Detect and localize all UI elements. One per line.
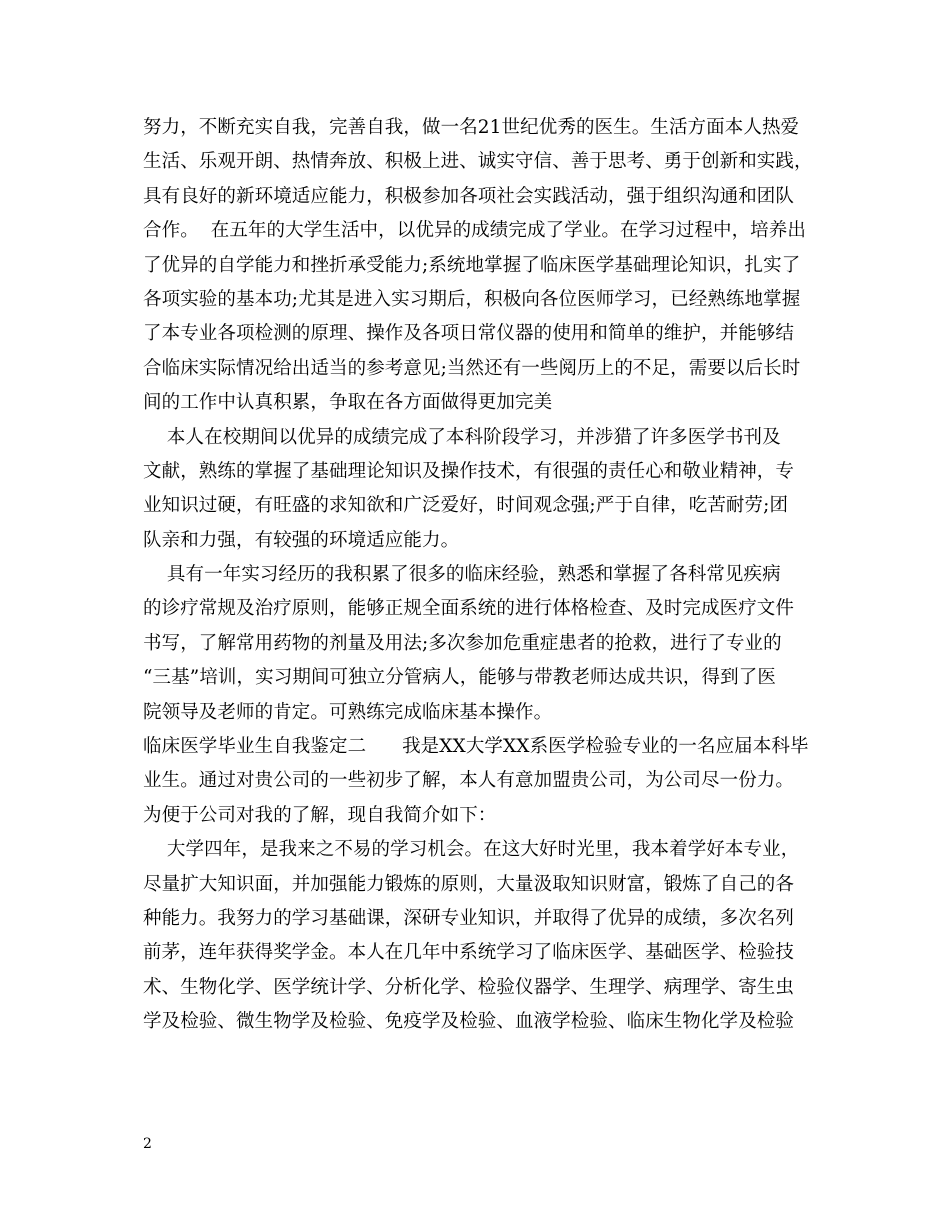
text-line: 术、生物化学、医学统计学、分析化学、检验仪器学、生理学、病理学、寄生虫 — [143, 976, 795, 998]
paragraph — [143, 558, 813, 730]
text-line: 业知识过硬，有旺盛的求知欲和广泛爱好，时间观念强;严于自律，吃苦耐劳;团 — [143, 495, 789, 517]
text-line: “三基”培训，实习期间可独立分管病人，能够与带教老师达成共识，得到了医 — [143, 667, 776, 689]
paragraph — [143, 833, 813, 1039]
text-line: 各项实验的基本功;尤其是进入实习期后，积极向各位医师学习，已经熟练地掌握 — [143, 288, 801, 310]
text-line: 业生。通过对贵公司的一些初步了解，本人有意加盟贵公司，为公司尽一份力。 — [143, 770, 795, 792]
text-line: 种能力。我努力的学习基础课，深研专业知识，并取得了优异的成绩，多次名列 — [143, 907, 795, 929]
text-line: 具有一年实习经历的我积累了很多的临床经验，熟悉和掌握了各科常见疾病 — [143, 564, 781, 586]
text-line: 了本专业各项检测的原理、操作及各项日常仪器的使用和简单的维护，并能够结 — [143, 323, 795, 345]
text-line: 本人在校期间以优异的成绩完成了本科阶段学习，并涉猎了许多医学书刊及 — [143, 426, 781, 448]
text-line: 大学四年，是我来之不易的学习机会。在这大好时光里，我本着学好本专业， — [143, 839, 800, 861]
text-line: 合作。 在五年的大学生活中，以优异的成绩完成了学业。在学习过程中，培养出 — [143, 220, 806, 242]
text-line: 间的工作中认真积累，争取在各方面做得更加完美 — [143, 392, 553, 414]
text-line: 的诊疗常规及治疗原则，能够正规全面系统的进行体格检查、及时完成医疗文件 — [143, 598, 795, 620]
text-line: 书写，了解常用药物的剂量及用法;多次参加危重症患者的抢救，进行了专业的 — [143, 632, 782, 654]
text-line: 生活、乐观开朗、热情奔放、积极上进、诚实守信、善于思考、勇于创新和实践， — [143, 151, 813, 173]
section-heading-paragraph — [143, 730, 813, 833]
text-line: 合临床实际情况给出适当的参考意见;当然还有一些阅历上的不足，需要以后长时 — [143, 357, 801, 379]
text-line: 队亲和力强，有较强的环境适应能力。 — [143, 529, 460, 551]
body-text — [143, 111, 813, 1040]
page-number: 2 — [143, 1136, 152, 1152]
text-line: 院领导及老师的肯定。可熟练完成临床基本操作。 — [143, 701, 553, 723]
text-line: 尽量扩大知识面，并加强能力锻炼的原则，大量汲取知识财富，锻炼了自己的各 — [143, 873, 795, 895]
text-line: 具有良好的新环境适应能力，积极参加各项社会实践活动，强于组织沟通和团队 — [143, 185, 795, 207]
text-line: 学及检验、微生物学及检验、免疫学及检验、血液学检验、临床生物化学及检验 — [143, 1011, 795, 1033]
text-line: 了优异的自学能力和挫折承受能力;系统地掌握了临床医学基础理论知识，扎实了 — [143, 254, 801, 276]
text-line: 为便于公司对我的了解，现自我简介如下： — [143, 804, 497, 826]
text-line: 文献，熟练的掌握了基础理论知识及操作技术，有很强的责任心和敬业精神，专 — [143, 460, 795, 482]
text-line: 努力，不断充实自我，完善自我，做一名21世纪优秀的医生。生活方面本人热爱 — [143, 117, 800, 138]
paragraph — [143, 111, 813, 421]
text-line: 临床医学毕业生自我鉴定二 我是XX大学XX系医学检验专业的一名应届本科毕 — [143, 736, 809, 758]
paragraph — [143, 421, 813, 559]
text-line: 前茅，连年获得奖学金。本人在几年中系统学习了临床医学、基础医学、检验技 — [143, 942, 795, 964]
